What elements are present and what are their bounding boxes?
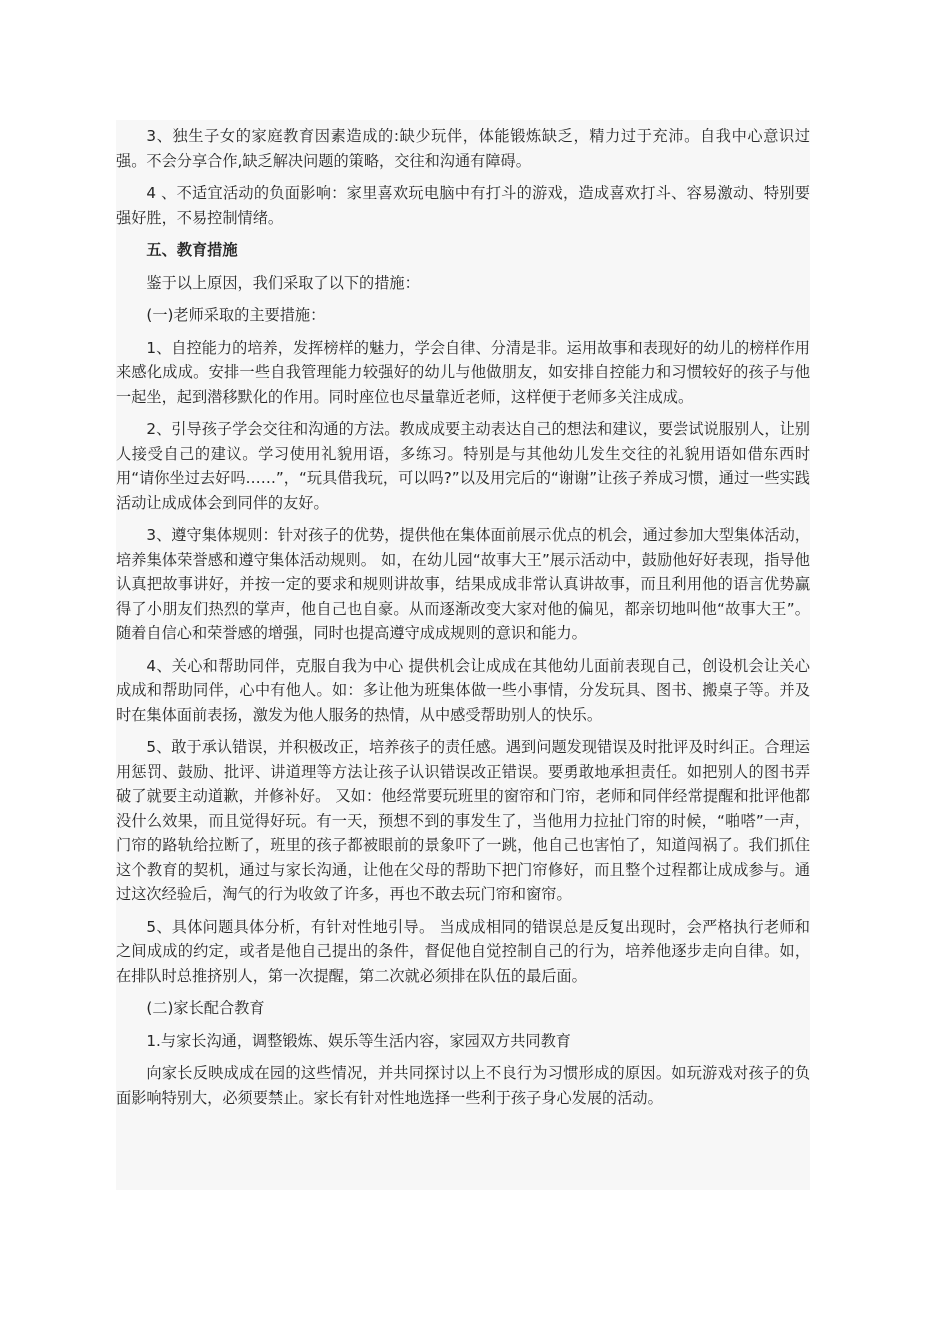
paragraph-measure-5b: 5、具体问题具体分析，有针对性地引导。 当成成相同的错误总是反复出现时，会严格执行老师和之间成成的约定，或者是他自己提出的条件，督促他自觉控制自己的行为，培养他逐步走向自律。如，在排队时总推挤别人，第一次提醒，第二次就必须排在队伍的最后面。 <box>116 917 810 985</box>
paragraph-intro: 鉴于以上原因，我们采取了以下的措施： <box>146 273 420 292</box>
subheading-teacher-measures: (一)老师采取的主要措施： <box>146 306 326 324</box>
document-body <box>116 120 810 1190</box>
paragraph-measure-2: 2、引导孩子学会交往和沟通的方法。教成成要主动表达自己的想法和建议，要尝试说服别人，让别人接受自己的建议。学习使用礼貌用语，多练习。特别是与其他幼儿发生交往的礼貌用语如借东西时用“请你坐过去好吗……”，“玩具借我玩，可以吗?”以及用完后的“谢谢”让孩子养成习惯，通过一些实践活动让成成体会到同伴的友好。 <box>116 420 810 512</box>
paragraph-measure-4: 4、关心和帮助同伴，克服自我为中心 提供机会让成成在其他幼儿面前表现自己，创设机会让关心成成和帮助同伴，心中有他人。如：多让他为班集体做一些小事情，分发玩具、图书、搬桌子等。并及时在集体面前表扬，激发为他人服务的热情，从中感受帮助别人的快乐。 <box>116 656 810 724</box>
paragraph-parent-report: 向家长反映成成在园的这些情况，并共同探讨以上不良行为习惯形成的原因。如玩游戏对孩子的负面影响特别大，必须要禁止。家长有针对性地选择一些利于孩子身心发展的活动。 <box>116 1064 810 1107</box>
paragraph-cause-3: 3、独生子女的家庭教育因素造成的:缺少玩伴，体能锻炼缺乏，精力过于充沛。自我中心意识过强。不会分享合作,缺乏解决问题的策略，交往和沟通有障碍。 <box>116 127 810 170</box>
paragraph-cause-4: 4 、不适宜活动的负面影响：家里喜欢玩电脑中有打斗的游戏，造成喜欢打斗、容易激动、特别要强好胜，不易控制情绪。 <box>116 184 810 227</box>
paragraph-measure-3: 3、遵守集体规则：针对孩子的优势，提供他在集体面前展示优点的机会，通过参加大型集体活动，培养集体荣誉感和遵守集体活动规则。 如，在幼儿园“故事大王”展示活动中，鼓励他好好表现，指导他认真把故事讲好，并按一定的要求和规则讲故事，结果成成非常认真讲故事，而且利用他的语言优势赢得了小朋友们热烈的掌声，他自己也自豪。从而逐渐改变大家对他的偏见，都亲切地叫他“故事大王”。随着自信心和荣誉感的增强，同时也提高遵守成成规则的意识和能力。 <box>116 526 810 642</box>
paragraph-parent-1: 1.与家长沟通，调整锻炼、娱乐等生活内容，家园双方共同教育 <box>146 1031 571 1050</box>
section-heading-measures: 五、教育措施 <box>146 241 238 259</box>
subheading-parent-cooperation: (二)家长配合教育 <box>146 999 265 1017</box>
paragraph-measure-5a: 5、敢于承认错误，并积极改正，培养孩子的责任感。遇到问题发现错误及时批评及时纠正。合理运用惩罚、鼓励、批评、讲道理等方法让孩子认识错误改正错误。要勇敢地承担责任。如把别人的图书弄破了就要主动道歉，并修补好。 又如：他经常要玩班里的窗帘和门帘，老师和同伴经常提醒和批评他都没什么效果，而且觉得好玩。有一天，预想不到的事发生了，当他用力拉扯门帘的时候，“啪嗒”一声，门帘的路轨给拉断了，班里的孩子都被眼前的景象吓了一跳，他自己也害怕了，知道闯祸了。我们抓住这个教育的契机，通过与家长沟通，让他在父母的帮助下把门帘修好，而且整个过程都让成成参与。通过这次经验后，淘气的行为收敛了许多，再也不敢去玩门帘和窗帘。 <box>116 738 810 903</box>
paragraph-measure-1: 1、自控能力的培养，发挥榜样的魅力，学会自律、分清是非。运用故事和表现好的幼儿的榜样作用来感化成成。安排一些自我管理能力较强好的幼儿与他做朋友，如安排自控能力和习惯较好的孩子与他一起坐，起到潜移默化的作用。同时座位也尽量靠近老师，这样便于老师多关注成成。 <box>116 338 810 406</box>
